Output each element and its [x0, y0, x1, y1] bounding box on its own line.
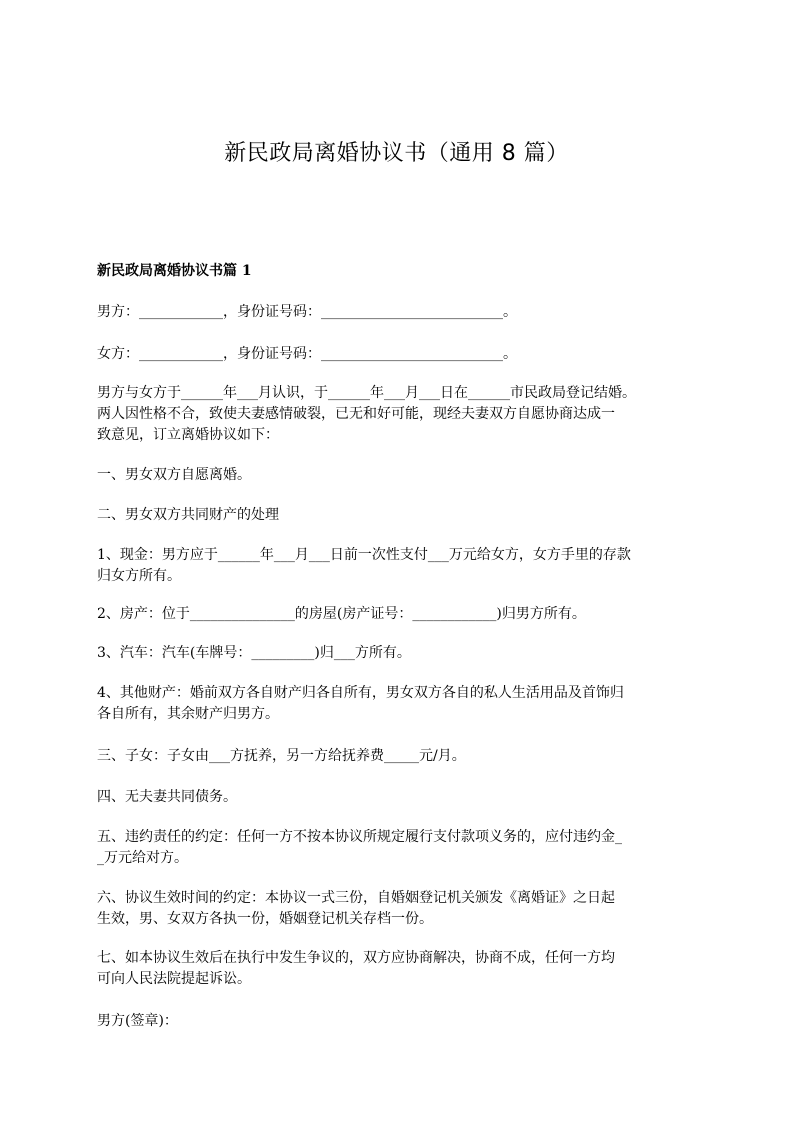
other-property-line-1: 4、其他财产：婚前双方各自财产归各自所有，男女双方各自的私人生活用品及首饰归 [97, 685, 624, 701]
clause-1: 一、男女双方自愿离婚。 [97, 467, 251, 483]
car-line: 3、汽车：汽车(车牌号：_________)归___方所有。 [97, 645, 411, 661]
house-line: 2、房产：位于_______________的房屋(房产证号：____________)归男方所有。 [97, 606, 586, 622]
cash-line-2: 归女方所有。 [97, 568, 181, 584]
effective-line-1: 六、协议生效时间的约定：本协议一式三份，自婚姻登记机关颁发《离婚证》之日起 [97, 890, 615, 906]
children-line: 三、子女：子女由___方抚养，另一方给抚养费_____元/月。 [97, 748, 466, 764]
other-property-line-2: 各自所有，其余财产归男方。 [97, 706, 279, 722]
intro-line-1: 男方与女方于______年___月认识，于______年___月___日在______市民政局登记结婚。 [97, 385, 636, 401]
female-party-line: 女方：____________，身份证号码：__________________________。 [97, 346, 517, 362]
effective-line-2: 生效，男、女双方各执一份，婚姻登记机关存档一份。 [97, 911, 433, 927]
debt-line: 四、无夫妻共同债务。 [97, 789, 237, 805]
dispute-line-1: 七、如本协议生效后在执行中发生争议的，双方应协商解决，协商不成，任何一方均 [97, 950, 615, 966]
document-title: 新民政局离婚协议书（通用 8 篇） [224, 141, 569, 166]
cash-line-1: 1、现金：男方应于______年___月___日前一次性支付___万元给女方，女方手里的存款 [97, 547, 631, 563]
intro-line-3: 致意见，订立离婚协议如下： [97, 427, 279, 443]
breach-line-2: _万元给对方。 [97, 850, 188, 866]
intro-line-2: 两人因性格不合，致使夫妻感情破裂，已无和好可能，现经夫妻双方自愿协商达成一 [97, 406, 615, 422]
male-party-line: 男方：____________，身份证号码：__________________________。 [97, 304, 517, 320]
signature-line: 男方(签章)： [97, 1013, 178, 1029]
breach-line-1: 五、违约责任的约定：任何一方不按本协议所规定履行支付款项义务的，应付违约金_ [97, 829, 622, 845]
section-heading: 新民政局离婚协议书篇 1 [97, 263, 252, 279]
dispute-line-2: 可向人民法院提起诉讼。 [97, 971, 251, 987]
clause-2: 二、男女双方共同财产的处理 [97, 507, 279, 523]
